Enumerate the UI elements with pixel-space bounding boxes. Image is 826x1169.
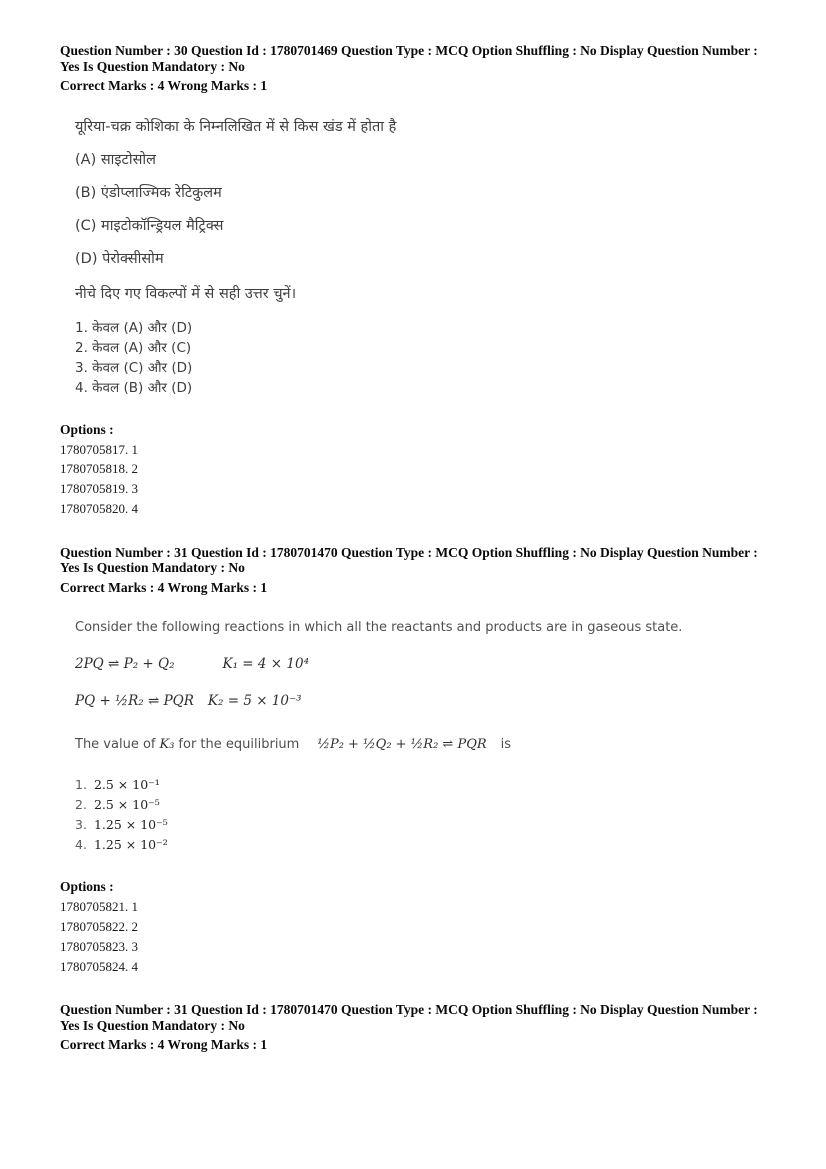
- question-meta-line: Question Number : 31 Question Id : 1780701470 Question Type : MCQ Option Shuffling : No Display Question Number : Yes Is Question Mandatory : No: [60, 544, 758, 576]
- answer-option-4: [75, 835, 776, 855]
- option-id-row: 1780705822. 2: [60, 918, 138, 934]
- option-id-row: 1780705821. 1: [60, 899, 138, 915]
- prompt-suffix: is: [500, 737, 512, 753]
- option-id-row: 1780705818. 2: [60, 461, 138, 477]
- answer-option-3: [75, 815, 776, 835]
- choice-c: (C) माइटोकॉन्ड्रियल मैट्रिक्स: [75, 217, 224, 234]
- answer-option-3: 3. केवल (C) और (D): [75, 359, 193, 376]
- option-value: 1.25 × 10⁻²: [93, 837, 168, 853]
- option-value: 2.5 × 10⁻¹: [93, 777, 160, 793]
- question-intro-text: Consider the following reactions in which all the reactants and products are in gaseous state.: [75, 620, 683, 636]
- option-number: 4.: [75, 837, 87, 853]
- reaction-2: PQ + ½R₂ ⇌ PQR: [75, 693, 194, 710]
- question-body: [75, 619, 776, 855]
- option-number: 2.: [75, 797, 87, 813]
- equation-2: [75, 692, 776, 710]
- option-id-row: 1780705823. 3: [60, 938, 138, 954]
- options-label: Options :: [60, 879, 114, 895]
- k3-symbol: K₃: [159, 737, 175, 753]
- question-marks-line: Correct Marks : 4 Wrong Marks : 1: [60, 1037, 268, 1053]
- reaction-1: 2PQ ⇌ P₂ + Q₂: [75, 656, 175, 673]
- option-id-row: 1780705819. 3: [60, 481, 138, 497]
- prompt-prefix: The value of: [75, 737, 156, 753]
- prompt-mid: for the equilibrium: [178, 737, 300, 753]
- option-number: 3.: [75, 817, 87, 833]
- option-id-row: 1780705820. 4: [60, 500, 138, 516]
- question-marks-line: Correct Marks : 4 Wrong Marks : 1: [60, 579, 268, 595]
- question-block-31: [60, 545, 776, 977]
- k2-value: K₂ = 5 × 10⁻³: [207, 693, 302, 710]
- choice-b: (B) एंडोप्लाज्मिक रेटिकुलम: [75, 184, 222, 201]
- equilibrium-equation: ½P₂ + ½Q₂ + ½R₂ ⇌ PQR: [317, 737, 487, 753]
- answer-option-1: [75, 775, 776, 795]
- option-id-row: 1780705824. 4: [60, 958, 138, 974]
- question-body: [75, 118, 776, 398]
- question-prompt: [75, 736, 776, 754]
- answer-option-list: [75, 318, 776, 398]
- answer-option-2: 2. केवल (A) और (C): [75, 339, 192, 356]
- answer-option-2: [75, 795, 776, 815]
- equation-1: [75, 655, 776, 673]
- options-label: Options :: [60, 421, 114, 437]
- question-meta-line: Question Number : 30 Question Id : 1780701469 Question Type : MCQ Option Shuffling : No Display Question Number : Yes Is Question Mandatory : No: [60, 43, 758, 74]
- instruction-text: नीचे दिए गए विकल्पों में से सही उत्तर चुनें।: [75, 285, 297, 302]
- question-block-31-repeat: [60, 1002, 776, 1053]
- answer-option-4: 4. केवल (B) और (D): [75, 379, 193, 396]
- option-value: 1.25 × 10⁻⁵: [93, 817, 168, 833]
- answer-option-1: 1. केवल (A) और (D): [75, 319, 193, 336]
- choice-d: (D) पेरोक्सीसोम: [75, 250, 164, 267]
- option-value: 2.5 × 10⁻⁵: [93, 797, 160, 813]
- question-block-30: [60, 43, 776, 519]
- option-number: 1.: [75, 777, 87, 793]
- k1-value: K₁ = 4 × 10⁴: [222, 656, 309, 673]
- question-text: यूरिया-चक्र कोशिका के निम्नलिखित में से किस खंड में होता है: [75, 118, 397, 135]
- choice-a: (A) साइटोसोल: [75, 151, 156, 168]
- question-meta-line: Question Number : 31 Question Id : 1780701470 Question Type : MCQ Option Shuffling : No Display Question Number : Yes Is Question Mandatory : No: [60, 1002, 758, 1033]
- answer-option-list: [75, 775, 776, 855]
- question-marks-line: Correct Marks : 4 Wrong Marks : 1: [60, 78, 268, 93]
- option-id-row: 1780705817. 1: [60, 441, 138, 457]
